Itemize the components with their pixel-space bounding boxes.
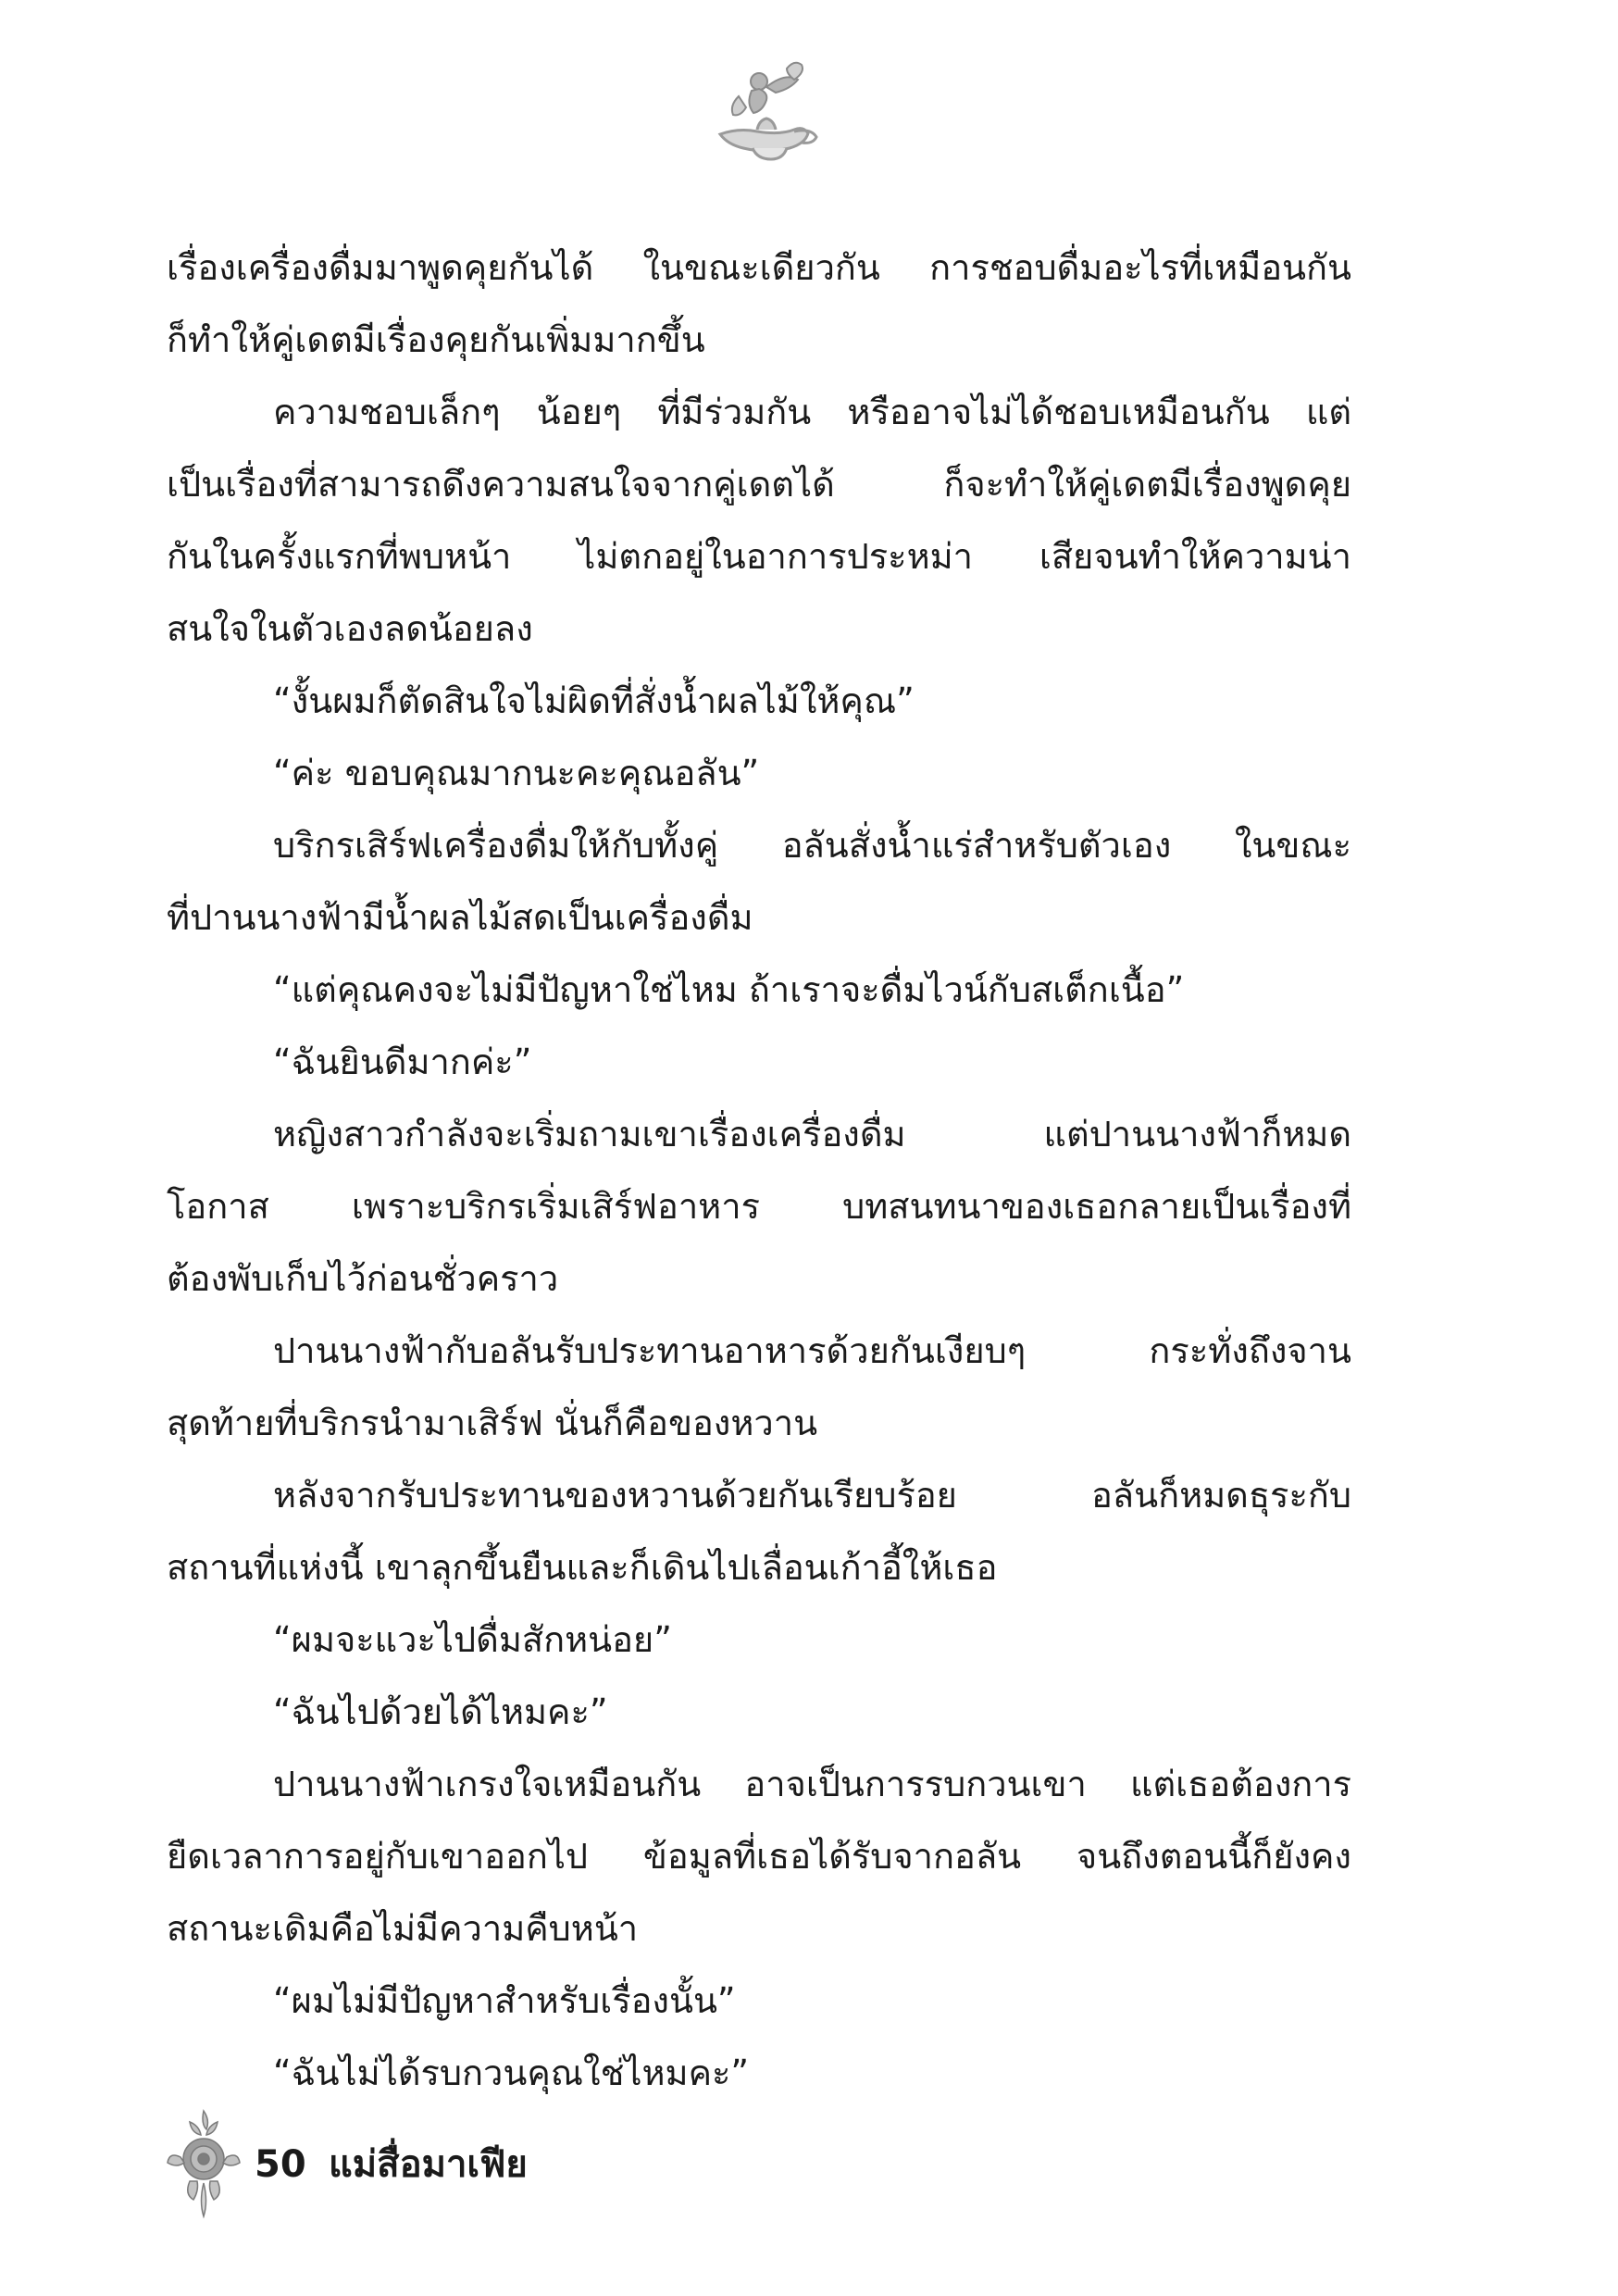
text-line: สุดท้ายที่บริกรนำมาเสิร์ฟ นั่นก็คือของหวาน — [167, 1403, 818, 1443]
genie-lamp-cupid-icon — [702, 56, 822, 167]
text-line: “ผมจะแวะไปดื่มสักหน่อย” — [273, 1619, 672, 1660]
text-line: ปานนางฟ้ากับอลันรับประทานอาหารด้วยกันเงียบๆ กระทั่งถึงจาน — [273, 1330, 1351, 1371]
text-line: “ฉันไปด้วยได้ไหมคะ” — [273, 1691, 608, 1732]
text-line: ที่ปานนางฟ้ามีน้ำผลไม้สดเป็นเครื่องดื่ม — [167, 897, 753, 938]
text-line: ปานนางฟ้าเกรงใจเหมือนกัน อาจเป็นการรบกวนเขา แต่เธอต้องการ — [273, 1764, 1351, 1804]
text-line: โอกาส เพราะบริกรเริ่มเสิร์ฟอาหาร บทสนทนาของเธอกลายเป็นเรื่องที่ — [167, 1186, 1351, 1227]
text-line: หลังจากรับประทานของหวานด้วยกันเรียบร้อย อลันก็หมดธุระกับ — [273, 1475, 1351, 1516]
text-line: “ฉันยินดีมากค่ะ” — [273, 1042, 532, 1082]
body-text — [167, 231, 1351, 2109]
page-number: 50 — [255, 2143, 306, 2186]
text-line: สนใจในตัวเองลดน้อยลง — [167, 608, 533, 649]
text-line: “งั้นผมก็ตัดสินใจไม่ผิดที่สั่งน้ำผลไม้ให้คุณ” — [273, 680, 915, 721]
flower-ornament-icon — [162, 2102, 245, 2222]
text-line: เป็นเรื่องที่สามารถดึงความสนใจจากคู่เดตได้ ก็จะทำให้คู่เดตมีเรื่องพูดคุย — [167, 464, 1351, 505]
book-title: แม่สื่อมาเฟีย — [329, 2143, 528, 2186]
text-line: “ผมไม่มีปัญหาสำหรับเรื่องนั้น” — [273, 1980, 736, 2021]
text-line: ความชอบเล็กๆ น้อยๆ ที่มีร่วมกัน หรืออาจไม่ได้ชอบเหมือนกัน แต่ — [273, 392, 1351, 432]
text-line: ยืดเวลาการอยู่กับเขาออกไป ข้อมูลที่เธอได้รับจากอลัน จนถึงตอนนี้ก็ยังคง — [167, 1836, 1351, 1877]
text-line: กันในครั้งแรกที่พบหน้า ไม่ตกอยู่ในอาการประหม่า เสียจนทำให้ความน่า — [167, 536, 1351, 577]
text-line: บริกรเสิร์ฟเครื่องดื่มให้กับทั้งคู่ อลันสั่งน้ำแร่สำหรับตัวเอง ในขณะ — [273, 825, 1351, 866]
text-line: เรื่องเครื่องดื่มมาพูดคุยกันได้ ในขณะเดียวกัน การชอบดื่มอะไรที่เหมือนกัน — [167, 247, 1351, 288]
text-line: ต้องพับเก็บไว้ก่อนชั่วคราว — [167, 1258, 559, 1299]
text-line: หญิงสาวกำลังจะเริ่มถามเขาเรื่องเครื่องดื่ม แต่ปานนางฟ้าก็หมด — [273, 1114, 1351, 1154]
text-line: สถานที่แห่งนี้ เขาลุกขึ้นยืนและก็เดินไปเลื่อนเก้าอี้ให้เธอ — [167, 1547, 998, 1588]
text-line: “ฉันไม่ได้รบกวนคุณใช่ไหมคะ” — [273, 2053, 750, 2093]
page-footer — [162, 2102, 810, 2222]
text-line: “ค่ะ ขอบคุณมากนะคะคุณอลัน” — [273, 753, 760, 793]
text-line: ก็ทำให้คู่เดตมีเรื่องคุยกันเพิ่มมากขึ้น — [167, 319, 705, 360]
text-line: สถานะเดิมคือไม่มีความคืบหน้า — [167, 1908, 639, 1949]
text-line: “แต่คุณคงจะไม่มีปัญหาใช่ไหม ถ้าเราจะดื่มไวน์กับสเต็กเนื้อ” — [273, 969, 1185, 1010]
